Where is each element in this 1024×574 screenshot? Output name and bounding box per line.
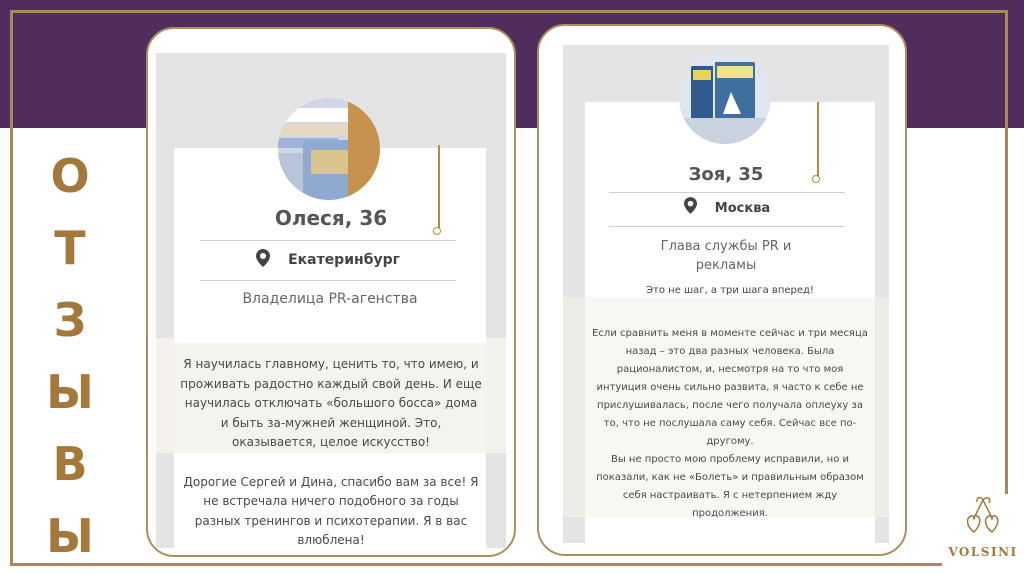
title-letter: Ы <box>46 509 94 563</box>
review-tagline: Это не шаг, а три шага вперед! <box>646 285 814 296</box>
title-letter: Ы <box>46 365 94 419</box>
section-title <box>40 140 100 572</box>
city-label: Екатеринбург <box>288 252 400 268</box>
title-letter: З <box>53 293 87 347</box>
avatar <box>278 98 380 200</box>
city-label: Москва <box>714 200 771 216</box>
reviewer-name: Олеся, 36 <box>274 206 388 230</box>
avatar <box>679 52 771 144</box>
divider <box>200 240 456 241</box>
location-pin-icon <box>684 197 697 219</box>
logo-text: VOLSINI <box>948 545 1018 559</box>
reviewer-role: Глава службы PR и рекламы <box>660 239 792 273</box>
review-card-zoya <box>537 24 907 556</box>
divider <box>609 226 845 227</box>
volsini-logo <box>942 494 1024 566</box>
city-row <box>609 198 845 218</box>
title-letter: Т <box>54 221 86 275</box>
divider <box>609 192 845 193</box>
review-card-olesya <box>146 27 516 557</box>
review-text <box>180 355 482 548</box>
review-paragraph: Вы не просто мою проблему исправили, но и показали, как не «Болеть» и правильным образом себя настраивать. Я с нетерпением жду продолжения. <box>596 454 864 519</box>
reviewer-role: Владелица PR-агенства <box>242 291 418 307</box>
review-paragraph: Если сравнить меня в моменте сейчас и три месяца назад – это два разных человека. Была рационалистом, и, несмотря на то что моя интуиция очень сильно развита, я часто к себе не прислушивалась, после чего получала оплеуху за то, что не послушала саму себя. Сейчас все по-другому. <box>592 328 868 447</box>
hearts-cherry-icon <box>962 525 1004 542</box>
city-row <box>200 249 456 271</box>
review-text <box>591 325 869 523</box>
title-letter: О <box>50 149 90 203</box>
review-paragraph: Дорогие Сергей и Дина, спасибо вам за все! Я не встречала ничего подобного за годы разных тренингов и психотерапии. Я в вас влюблена! <box>183 474 479 547</box>
review-paragraph: Я научилась главному, ценить то, что имею, и проживать радостно каждый свой день. И еще научилась отключать «большого босса» дома и быть за-мужней женщиной. Это, оказывается, целое искусство! <box>180 357 482 449</box>
location-pin-icon <box>256 249 270 272</box>
review-screenshot <box>156 53 506 548</box>
reviewer-name: Зоя, 35 <box>688 164 764 185</box>
divider <box>200 280 456 281</box>
title-letter: В <box>52 437 88 491</box>
review-screenshot <box>563 45 889 543</box>
